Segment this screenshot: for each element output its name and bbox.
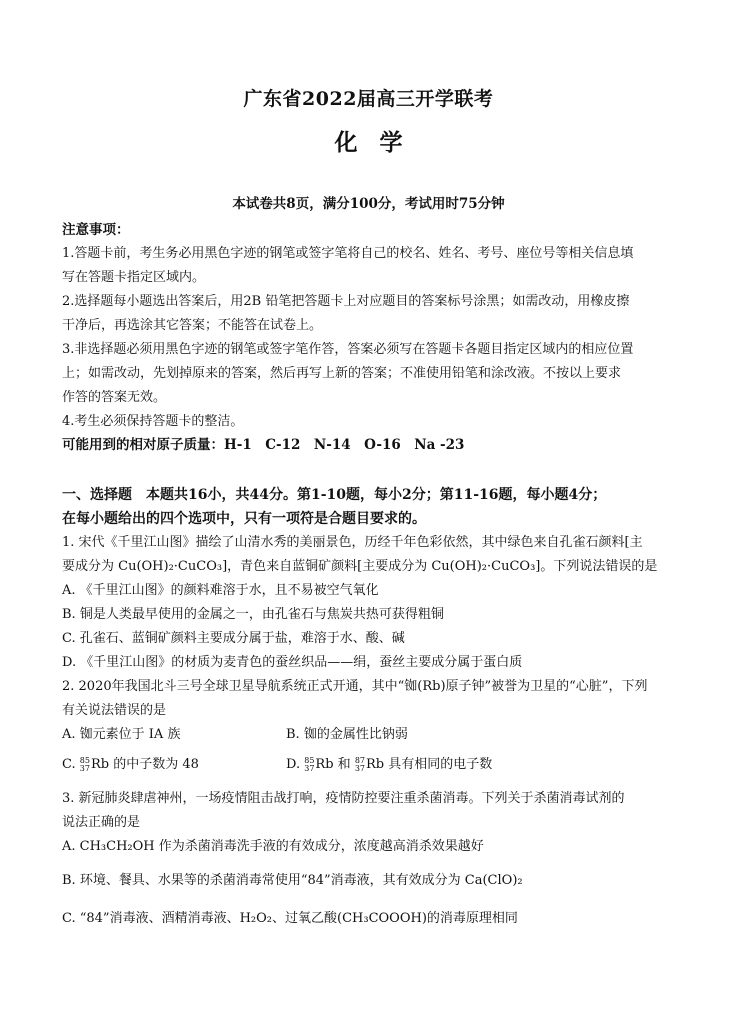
isotope-notation: 85 37 bbox=[79, 755, 90, 773]
note-line: 2.选择题每小题选出答案后，用2B 铅笔把答题卡上对应题目的答案标号涂黑；如需改动，用橡皮擦 bbox=[62, 294, 630, 309]
question-2-stem-2: 有关说法错误的是 bbox=[62, 703, 167, 718]
question-1-stem-2: 要成分为 Cu(OH)₂·CuCO₃]，青色来自蓝铜矿颜料[主要成分为 Cu(OH)₂·CuCO₃]。下列说法错误的是 bbox=[62, 559, 658, 574]
question-2-options-cd bbox=[62, 756, 682, 774]
question-3-option-c: C. “84”消毒液、酒精消毒液、H₂O₂、过氧乙酸(CH₃COOOH)的消毒原理相同 bbox=[62, 911, 518, 926]
question-3-option-a: A. CH₃CH₂OH 作为杀菌消毒洗手液的有效成分，浓度越高消杀效果越好 bbox=[62, 839, 484, 854]
exam-title: 广东省2022届高三开学联考 bbox=[243, 88, 494, 110]
isotope-notation: 87 37 bbox=[354, 755, 365, 773]
question-1-option-a: A. 《千里江山图》的颜料难溶于水，且不易被空气氧化 bbox=[62, 583, 379, 598]
note-line: 3.非选择题必须用黑色字迹的钢笔或签字笔作答，答案必须写在答题卡各题目指定区域内的相应位置 bbox=[62, 342, 634, 357]
question-3-stem: 3. 新冠肺炎肆虐神州，一场疫情阻击战打响，疫情防控要注重杀菌消毒。下列关于杀菌消毒试剂的 bbox=[62, 791, 625, 806]
question-2-stem: 2. 2020年我国北斗三号全球卫星导航系统正式开通，其中“铷(Rb)原子钟”被誉为卫星的“心脏”，下列 bbox=[62, 679, 648, 694]
question-1-stem: 1. 宋代《千里江山图》描绘了山清水秀的美丽景色，历经千年色彩依然，其中绿色来自孔雀石颜料[主 bbox=[62, 535, 643, 550]
question-1-option-c: C. 孔雀石、蓝铜矿颜料主要成分属于盐，难溶于水、酸、碱 bbox=[62, 631, 405, 646]
question-3-stem-2: 说法正确的是 bbox=[62, 815, 141, 830]
note-line: 1.答题卡前，考生务必用黑色字迹的钢笔或签字笔将自己的校名、姓名、考号、座位号等相关信息填 bbox=[62, 246, 634, 261]
isotope-notation: 85 37 bbox=[304, 755, 315, 773]
question-3-option-b: B. 环境、餐具、水果等的杀菌消毒常使用“84”消毒液，其有效成分为 Ca(ClO)₂ bbox=[62, 873, 523, 888]
note-line: 4.考生必须保持答题卡的整洁。 bbox=[62, 414, 244, 429]
question-1-option-b: B. 铜是人类最早使用的金属之一，由孔雀石与焦炭共热可获得粗铜 bbox=[62, 607, 444, 622]
atomic-mass-line: 可能用到的相对原子质量：H-1 C-12 N-14 O-16 Na -23 bbox=[62, 437, 465, 453]
question-2-option-b: B. 铷的金属性比钠弱 bbox=[286, 727, 408, 742]
note-line: 写在答题卡指定区域内。 bbox=[62, 270, 206, 285]
exam-info: 本试卷共8页，满分100分，考试用时75分钟 bbox=[232, 196, 505, 212]
section-heading-2: 在每小题给出的四个选项中，只有一项符是合题目要求的。 bbox=[62, 511, 426, 527]
subject-title: 化学 bbox=[334, 129, 425, 156]
question-2-options-ab bbox=[62, 726, 682, 744]
note-line: 上；如需改动，先划掉原来的答案，然后再写上新的答案；不准使用铅笔和涂改液。不按以上要求 bbox=[62, 366, 622, 381]
section-heading: 一、选择题 本题共16小，共44分。第1-10题，每小2分；第11-16题，每小题4分； bbox=[62, 487, 607, 503]
question-2-option-d: D. 85 37 Rb 和 87 37 Rb 具有相同的电子数 bbox=[286, 755, 493, 773]
question-1-option-d: D. 《千里江山图》的材质为麦青色的蚕丝织品——绢，蚕丝主要成分属于蛋白质 bbox=[62, 655, 523, 670]
question-2-option-c: C. 85 37 Rb 的中子数为 48 bbox=[62, 755, 199, 773]
question-2-option-a: A. 铷元素位于 IA 族 bbox=[62, 727, 181, 742]
note-line: 干净后，再选涂其它答案；不能答在试卷上。 bbox=[62, 318, 323, 333]
note-line: 作答的答案无效。 bbox=[62, 390, 167, 405]
notes-heading: 注意事项： bbox=[62, 222, 130, 238]
